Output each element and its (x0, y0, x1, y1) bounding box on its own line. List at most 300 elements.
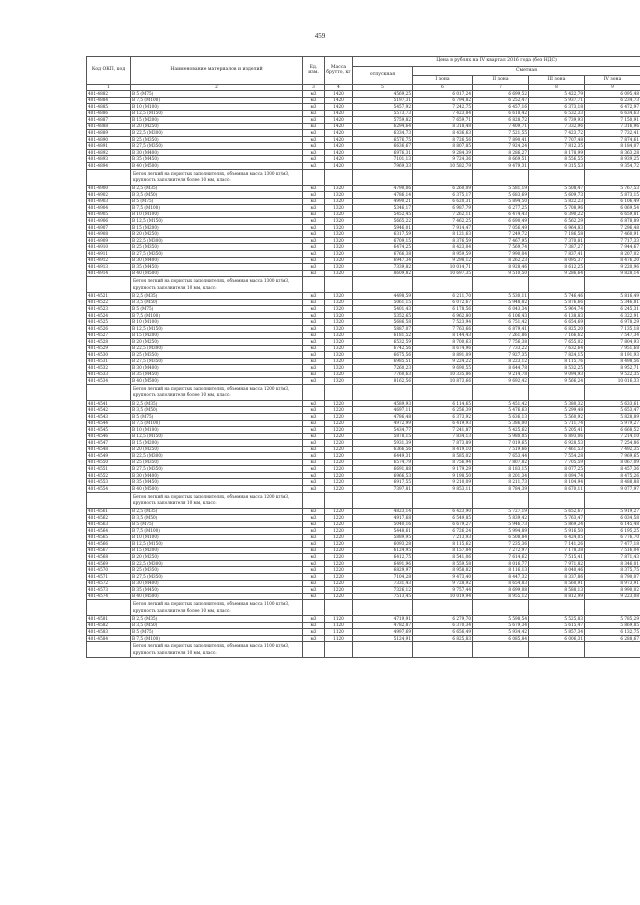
material-name: В 27,5 (М350) (131, 358, 303, 365)
zone4-price: 7 732,41 (585, 130, 640, 137)
zone4-price: 5 919,27 (585, 508, 640, 515)
zone1-price: 6 375,17 (413, 192, 473, 199)
material-name: В 2,5 (М35) (131, 185, 303, 192)
zone4-price: 6 978,29 (585, 319, 640, 326)
mass-cell: 1220 (325, 528, 353, 535)
zone4-price: 7 874,61 (585, 136, 640, 143)
section-heading: Бетон легкий на пористых заполнителях, объемная масса 1300 кг/м3, крупность заполнителя 10 мм, класс: (131, 277, 303, 293)
material-name: В 3,5 (М50) (131, 622, 303, 629)
material-name: В 20 (М250) (131, 123, 303, 130)
material-name: В 35 (М450) (131, 371, 303, 378)
unit-cell: м3 (303, 515, 325, 522)
zone2-price: 7 019,65 (473, 440, 529, 447)
zone1-price: 8 958,82 (413, 567, 473, 574)
zone4-price: 6 659,81 (585, 211, 640, 218)
material-code: 401-4528 (87, 339, 131, 346)
header-code: Код ОКП, код (87, 57, 131, 85)
zone3-price: 7 186,58 (529, 231, 585, 238)
factory-price: 4790,06 (353, 185, 413, 192)
zone1-price: 10 019,94 (413, 593, 473, 600)
unit-cell: м3 (303, 345, 325, 352)
zone1-price: 6 017,24 (413, 91, 473, 98)
material-code: 401-4882 (87, 91, 131, 98)
factory-price: 5197,31 (353, 97, 413, 104)
zone2-price: 8 784,39 (473, 485, 529, 492)
material-code: 401-4525 (87, 319, 131, 326)
zone3-price: 9 315,53 (529, 163, 585, 170)
zone3-price: 5 560,92 (529, 413, 585, 420)
factory-price: 6412,75 (353, 554, 413, 561)
factory-price: 7397,81 (353, 485, 413, 492)
zone1-price: 7 834,13 (413, 433, 473, 440)
factory-price: 6636,67 (353, 143, 413, 150)
mass-cell: 1320 (325, 365, 353, 372)
empty-cell (473, 169, 529, 185)
header-zone: II зона (473, 76, 529, 85)
zone2-price: 9 479,31 (473, 163, 529, 170)
zone1-price: 8 726,56 (413, 136, 473, 143)
zone4-price: 6 034,58 (585, 515, 640, 522)
mass-cell: 1320 (325, 224, 353, 231)
factory-price: 4589,93 (353, 400, 413, 407)
price-table-body (87, 91, 640, 658)
material-name: В 30 (М400) (131, 149, 303, 156)
zone2-price: 8 447,32 (473, 574, 529, 581)
zone1-price: 7 213,93 (413, 534, 473, 541)
mass-cell: 1320 (325, 358, 353, 365)
zone2-price: 6 457,16 (473, 104, 529, 111)
column-index: 9 (585, 85, 640, 91)
material-name: В 7,5 (М100) (131, 205, 303, 212)
material-name: В 30 (М400) (131, 365, 303, 372)
material-code: 401-4582 (87, 622, 131, 629)
mass-cell: 1220 (325, 560, 353, 567)
mass-cell: 1420 (325, 136, 353, 143)
zone1-price: 7 241,87 (413, 427, 473, 434)
zone2-price: 6 474,43 (473, 211, 529, 218)
zone2-price: 5 598,54 (473, 616, 529, 623)
mass-cell: 1220 (325, 440, 353, 447)
zone2-price: 8 016,77 (473, 560, 529, 567)
factory-price: 6532,59 (353, 339, 413, 346)
zone2-price: 6 085,84 (473, 635, 529, 642)
material-code: 401-4569 (87, 560, 131, 567)
zone4-price: 6 132,75 (585, 629, 640, 636)
material-code: 401-4888 (87, 123, 131, 130)
empty-cell (413, 277, 473, 293)
material-code: 401-4546 (87, 433, 131, 440)
material-code: 401-4527 (87, 332, 131, 339)
zone3-price: 9 566,24 (529, 378, 585, 385)
zone4-price: 5 869,85 (585, 622, 640, 629)
unit-cell: м3 (303, 472, 325, 479)
material-code: 401-4561 (87, 508, 131, 515)
material-code: 401-4886 (87, 110, 131, 117)
unit-cell: м3 (303, 587, 325, 594)
mass-cell: 1420 (325, 149, 353, 156)
zone2-price: 6 699,52 (473, 91, 529, 98)
zone2-price: 7 249,72 (473, 231, 529, 238)
column-index: 7 (473, 85, 529, 91)
zone4-price: 6 668,52 (585, 427, 640, 434)
factory-price: 5573,73 (353, 110, 413, 117)
empty-cell (473, 384, 529, 400)
material-code: 401-4552 (87, 472, 131, 479)
mass-cell: 1120 (325, 622, 353, 629)
material-name: В 15 (М200) (131, 547, 303, 554)
zone1-price: 8 144,43 (413, 332, 473, 339)
section-heading: Бетон легкий на пористых заполнителях, объемная масса 1200 кг/м3, крупность заполнителя более 10 мм, класс: (131, 384, 303, 400)
section-code-cell (87, 277, 131, 293)
zone4-price: 7 296,48 (585, 224, 640, 231)
zone3-price: 8 560,91 (529, 580, 585, 587)
zone4-price: 9 220,96 (585, 264, 640, 271)
zone3-price: 6 390,22 (529, 211, 585, 218)
factory-price: 5452,45 (353, 211, 413, 218)
material-name: В 5 (М75) (131, 198, 303, 205)
unit-cell: м3 (303, 407, 325, 414)
zone4-price: 10 016,33 (585, 378, 640, 385)
zone4-price: 8 363,28 (585, 149, 640, 156)
zone2-price: 7 990,04 (473, 251, 529, 258)
unit-cell: м3 (303, 211, 325, 218)
zone4-price: 7 150,91 (585, 117, 640, 124)
factory-price: 8162,56 (353, 378, 413, 385)
column-index: 5 (353, 85, 413, 91)
zone1-price: 6 211,70 (413, 293, 473, 300)
zone3-price: 6 562,29 (529, 218, 585, 225)
unit-cell: м3 (303, 508, 325, 515)
material-code: 401-4572 (87, 580, 131, 587)
zone4-price: 6 106,49 (585, 198, 640, 205)
mass-cell: 1220 (325, 508, 353, 515)
factory-price: 8609,82 (353, 270, 413, 277)
material-name: В 25 (М350) (131, 244, 303, 251)
zone3-price: 5 525,83 (529, 616, 585, 623)
mass-cell: 1320 (325, 185, 353, 192)
zone2-price: 7 756,38 (473, 339, 529, 346)
zone2-price: 7 409,71 (473, 123, 529, 130)
unit-cell: м3 (303, 97, 325, 104)
zone3-price: 8 337,86 (529, 574, 585, 581)
material-code: 401-4912 (87, 257, 131, 264)
zone1-price: 9 757,44 (413, 587, 473, 594)
empty-cell (353, 277, 413, 293)
zone4-price: 7 951,68 (585, 345, 640, 352)
material-code: 401-4567 (87, 547, 131, 554)
material-name: В 3,5 (М50) (131, 299, 303, 306)
zone2-price: 8 644,78 (473, 365, 529, 372)
material-name: В 2,5 (М35) (131, 616, 303, 623)
unit-cell: м3 (303, 485, 325, 492)
zone1-price: 6 419,93 (413, 420, 473, 427)
material-code: 401-4541 (87, 400, 131, 407)
zone1-price: 8 376,59 (413, 237, 473, 244)
factory-price: 4498,59 (353, 293, 413, 300)
zone4-price: 7 316,96 (585, 123, 640, 130)
zone3-price: 8 812,99 (529, 593, 585, 600)
section-heading-row (87, 169, 640, 185)
zone3-price: 7 812,35 (529, 143, 585, 150)
factory-price: 5346,17 (353, 205, 413, 212)
zone4-price: 7 944,67 (585, 244, 640, 251)
material-code: 401-4889 (87, 130, 131, 137)
material-name: В 20 (М250) (131, 231, 303, 238)
mass-cell: 1420 (325, 91, 353, 98)
factory-price: 6675,56 (353, 352, 413, 359)
mass-cell: 1220 (325, 593, 353, 600)
factory-price: 6976,31 (353, 149, 413, 156)
header-estimate-price: Сметная (413, 67, 640, 76)
material-code: 401-4907 (87, 224, 131, 231)
unit-cell: м3 (303, 593, 325, 600)
zone4-price: 7 254,86 (585, 440, 640, 447)
material-code: 401-4532 (87, 365, 131, 372)
zone4-price: 6 634,63 (585, 110, 640, 117)
zone4-price: 8 973,91 (585, 580, 640, 587)
zone1-price: 7 462,25 (413, 218, 473, 225)
zone3-price: 8 532,25 (529, 365, 585, 372)
factory-price: 7760,63 (353, 371, 413, 378)
zone1-price: 9 198,50 (413, 472, 473, 479)
material-name: В 27,5 (М350) (131, 574, 303, 581)
mass-cell: 1320 (325, 306, 353, 313)
factory-price: 4972,99 (353, 420, 413, 427)
zone2-price: 7 924,24 (473, 143, 529, 150)
zone3-price: 5 763,47 (529, 515, 585, 522)
zone4-price: 8 375,75 (585, 567, 640, 574)
material-code: 401-4571 (87, 574, 131, 581)
material-code: 401-4523 (87, 306, 131, 313)
mass-cell: 1220 (325, 515, 353, 522)
empty-cell (473, 642, 529, 658)
zone1-price: 6 794,82 (413, 97, 473, 104)
unit-cell: м3 (303, 339, 325, 346)
material-code: 401-4551 (87, 466, 131, 473)
unit-cell: м3 (303, 117, 325, 124)
zone1-price: 8 756,94 (413, 459, 473, 466)
zone1-price: 8 423,04 (413, 244, 473, 251)
material-name: В 7,5 (М100) (131, 97, 303, 104)
unit-cell: м3 (303, 541, 325, 548)
zone3-price: 7 655,02 (529, 339, 585, 346)
zone4-price: 6 234,73 (585, 97, 640, 104)
mass-cell: 1220 (325, 427, 353, 434)
empty-cell (413, 384, 473, 400)
unit-cell: м3 (303, 622, 325, 629)
zone1-price: 10 697,35 (413, 270, 473, 277)
zone1-price: 10 873,66 (413, 378, 473, 385)
mass-cell: 1220 (325, 587, 353, 594)
material-name: В 35 (М450) (131, 479, 303, 486)
material-name: В 35 (М450) (131, 156, 303, 163)
empty-cell (303, 169, 325, 185)
material-code: 401-4554 (87, 485, 131, 492)
zone2-price: 8 211,73 (473, 479, 529, 486)
zone2-price: 8 669,51 (473, 156, 529, 163)
material-name: В 12,5 (М150) (131, 325, 303, 332)
zone3-price: 8 040,46 (529, 567, 585, 574)
zone2-price: 8 699,08 (473, 587, 529, 594)
zone2-price: 6 879,41 (473, 325, 529, 332)
factory-price: 6691,88 (353, 466, 413, 473)
zone1-price: 7 763,66 (413, 325, 473, 332)
factory-price: 7969,33 (353, 163, 413, 170)
material-name: В 12,5 (М150) (131, 433, 303, 440)
zone4-price: 8 346,01 (585, 560, 640, 567)
factory-price: 4569,25 (353, 91, 413, 98)
mass-cell: 1120 (325, 616, 353, 623)
factory-price: 6124,95 (353, 547, 413, 554)
zone2-price: 5 948,82 (473, 299, 529, 306)
zone1-price: 8 419,10 (413, 446, 473, 453)
mass-cell: 1220 (325, 459, 353, 466)
zone4-price: 9 354,72 (585, 163, 640, 170)
zone3-price: 9 094,93 (529, 371, 585, 378)
zone3-price: 6 424,05 (529, 534, 585, 541)
zone2-price: 8 183,15 (473, 466, 529, 473)
zone1-price: 9 210,09 (413, 479, 473, 486)
zone3-price: 5 299,48 (529, 407, 585, 414)
empty-cell (585, 492, 640, 508)
material-code: 401-4900 (87, 185, 131, 192)
material-code: 401-4530 (87, 352, 131, 359)
section-code-cell (87, 169, 131, 185)
material-code: 401-4522 (87, 299, 131, 306)
zone2-price: 6 277,25 (473, 205, 529, 212)
unit-cell: м3 (303, 185, 325, 192)
zone2-price: 7 261,86 (473, 332, 529, 339)
empty-cell (473, 492, 529, 508)
unit-cell: м3 (303, 130, 325, 137)
material-code: 401-4543 (87, 413, 131, 420)
factory-price: 6829,97 (353, 567, 413, 574)
zone4-price: 5 979,27 (585, 420, 640, 427)
zone3-price: 6 893,06 (529, 433, 585, 440)
material-name: В 2,5 (М35) (131, 400, 303, 407)
mass-cell: 1120 (325, 635, 353, 642)
zone2-price: 7 890,41 (473, 136, 529, 143)
zone1-price: 8 436,63 (413, 130, 473, 137)
mass-cell: 1420 (325, 117, 353, 124)
mass-cell: 1320 (325, 231, 353, 238)
zone1-price: 8 559,58 (413, 560, 473, 567)
material-name: В 25 (М350) (131, 352, 303, 359)
zone1-price: 9 473,40 (413, 574, 473, 581)
mass-cell: 1220 (325, 400, 353, 407)
zone1-price: 8 157,84 (413, 547, 473, 554)
factory-price: 6917,55 (353, 479, 413, 486)
material-name: В 25 (М350) (131, 567, 303, 574)
factory-price: 6966,53 (353, 472, 413, 479)
zone1-price: 8 585,02 (413, 453, 473, 460)
unit-cell: м3 (303, 163, 325, 170)
empty-cell (303, 642, 325, 658)
mass-cell: 1320 (325, 211, 353, 218)
unit-cell: м3 (303, 446, 325, 453)
zone1-price: 6 726,24 (413, 528, 473, 535)
material-name: В 10 (М100) (131, 104, 303, 111)
unit-cell: м3 (303, 123, 325, 130)
unit-cell: м3 (303, 433, 325, 440)
factory-price: 4786,14 (353, 192, 413, 199)
section-heading-row (87, 642, 640, 658)
zone4-price: 6 322,91 (585, 312, 640, 319)
factory-price: 5448,61 (353, 528, 413, 535)
mass-cell: 1220 (325, 567, 353, 574)
mass-cell: 1320 (325, 237, 353, 244)
material-name: В 40 (М500) (131, 485, 303, 492)
empty-cell (325, 169, 353, 185)
material-name: В 27,5 (М350) (131, 143, 303, 150)
material-code: 401-4908 (87, 231, 131, 238)
header-zone: III зона (529, 76, 585, 85)
zone2-price: 8 286,27 (473, 149, 529, 156)
empty-cell (303, 600, 325, 616)
zone1-price: 6 260,09 (413, 185, 473, 192)
factory-price: 7331,43 (353, 580, 413, 587)
zone2-price: 5 994,89 (473, 528, 529, 535)
zone2-price: 7 519,66 (473, 446, 529, 453)
material-code: 401-4906 (87, 218, 131, 225)
material-code: 401-4524 (87, 312, 131, 319)
material-name: В 10 (М100) (131, 211, 303, 218)
zone1-price: 6 256,39 (413, 407, 473, 414)
zone4-price: 5 828,89 (585, 413, 640, 420)
zone3-price: 6 006,31 (529, 635, 585, 642)
zone3-price: 5 746,46 (529, 293, 585, 300)
unit-cell: м3 (303, 453, 325, 460)
zone1-price: 6 962,80 (413, 312, 473, 319)
zone1-price: 6 279,70 (413, 616, 473, 623)
column-index: 6 (413, 85, 473, 91)
material-name: В 40 (М500) (131, 593, 303, 600)
material-code: 401-4894 (87, 163, 131, 170)
factory-price: 5887,07 (353, 325, 413, 332)
unit-cell: м3 (303, 257, 325, 264)
material-code: 401-4565 (87, 534, 131, 541)
factory-price: 6317,59 (353, 231, 413, 238)
zone4-price: 8 191,93 (585, 352, 640, 359)
material-name: В 22,5 (М300) (131, 560, 303, 567)
zone3-price: 7 141,26 (529, 541, 585, 548)
zone1-price: 6 656,49 (413, 629, 473, 636)
zone3-price: 7 824,15 (529, 352, 585, 359)
zone2-price: 5 636,13 (473, 413, 529, 420)
zone1-price: 7 262,11 (413, 211, 473, 218)
zone3-price: 7 387,27 (529, 244, 585, 251)
zone2-price: 5 679,34 (473, 622, 529, 629)
zone3-price: 8 178,99 (529, 149, 585, 156)
factory-price: 5457,92 (353, 104, 413, 111)
material-code: 401-4542 (87, 407, 131, 414)
zone2-price: 7 807,82 (473, 459, 529, 466)
mass-cell: 1320 (325, 192, 353, 199)
unit-cell: м3 (303, 293, 325, 300)
zone2-price: 6 252,47 (473, 97, 529, 104)
material-name: В 20 (М250) (131, 446, 303, 453)
material-name: В 10 (М100) (131, 534, 303, 541)
section-code-cell (87, 642, 131, 658)
zone2-price: 5 386,00 (473, 420, 529, 427)
zone4-price: 5 346,81 (585, 299, 640, 306)
zone4-price: 9 522,35 (585, 371, 640, 378)
zone1-price: 7 873,89 (413, 440, 473, 447)
material-name: В 10 (М100) (131, 427, 303, 434)
material-name: В 2,5 (М35) (131, 508, 303, 515)
mass-cell: 1220 (325, 420, 353, 427)
zone2-price: 7 733,22 (473, 345, 529, 352)
